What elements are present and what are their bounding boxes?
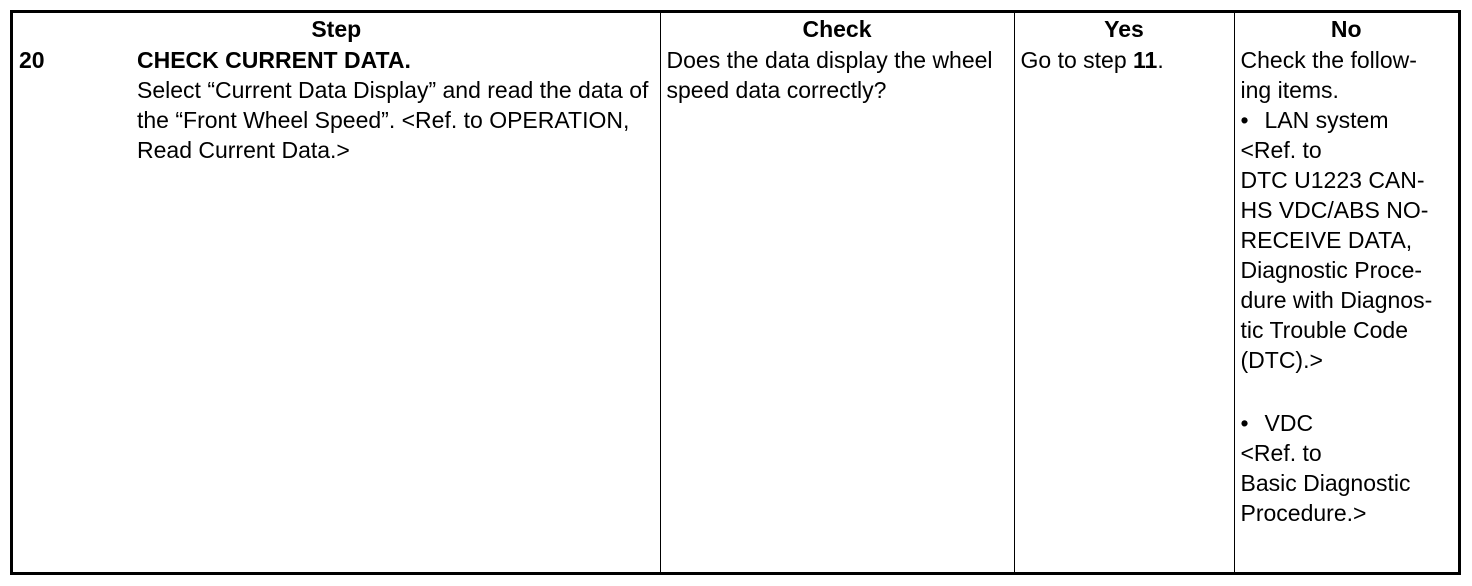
yes-prefix: Go to step [1020, 47, 1134, 73]
step-title: CHECK CURRENT DATA. [137, 47, 411, 73]
header-check: Check [660, 13, 1014, 45]
header-row [13, 13, 1458, 45]
table-row [13, 45, 1458, 572]
no-item-vdc-title: VDC [1264, 410, 1314, 436]
bullet-icon: • [1240, 410, 1249, 436]
no-intro-line-1: Check the follow- [1240, 47, 1417, 73]
no-item-vdc [1241, 408, 1453, 438]
diagnostic-step-table [10, 10, 1461, 575]
step-number: 20 [19, 47, 45, 73]
no-intro-line-2: ing items. [1240, 77, 1339, 103]
no-item-lan [1241, 105, 1453, 135]
no-item-lan-ref-line-3[interactable]: HS VDC/ABS NO- [1240, 197, 1429, 223]
step-cell [13, 45, 660, 572]
yes-suffix: . [1157, 47, 1164, 73]
no-item-lan-ref-line-8[interactable]: (DTC).> [1240, 347, 1323, 373]
no-item-lan-ref-line-4[interactable]: RECEIVE DATA, [1240, 227, 1413, 253]
no-item-lan-ref-line-1: <Ref. to [1240, 137, 1322, 163]
no-item-vdc-ref-line-3[interactable]: Procedure.> [1240, 500, 1367, 526]
yes-cell [1014, 45, 1234, 572]
bullet-icon: • [1240, 107, 1249, 133]
check-question: Does the data display the wheel speed data correctly? [666, 47, 993, 103]
header-no: No [1234, 13, 1458, 45]
no-item-gap [1241, 375, 1453, 408]
step-table [13, 13, 1458, 572]
no-item-lan-ref-line-2[interactable]: DTC U1223 CAN- [1240, 167, 1425, 193]
no-item-lan-title: LAN system [1264, 107, 1389, 133]
header-step: Step [13, 13, 660, 45]
no-cell [1234, 45, 1458, 572]
step-instructions: Select “Current Data Display” and read the data of the “Front Wheel Speed”. <Ref. to OPERATION, Read Current Data.> [137, 77, 649, 163]
no-item-vdc-ref-line-1: <Ref. to [1240, 440, 1322, 466]
no-item-lan-ref-line-6[interactable]: dure with Diagnos- [1240, 287, 1433, 313]
no-item-vdc-ref-line-2[interactable]: Basic Diagnostic [1240, 470, 1411, 496]
yes-step-link[interactable]: 11 [1133, 47, 1158, 73]
header-yes: Yes [1014, 13, 1234, 45]
check-cell [660, 45, 1014, 572]
no-item-lan-ref-line-5[interactable]: Diagnostic Proce- [1240, 257, 1423, 283]
no-item-lan-ref-line-7[interactable]: tic Trouble Code [1240, 317, 1408, 343]
